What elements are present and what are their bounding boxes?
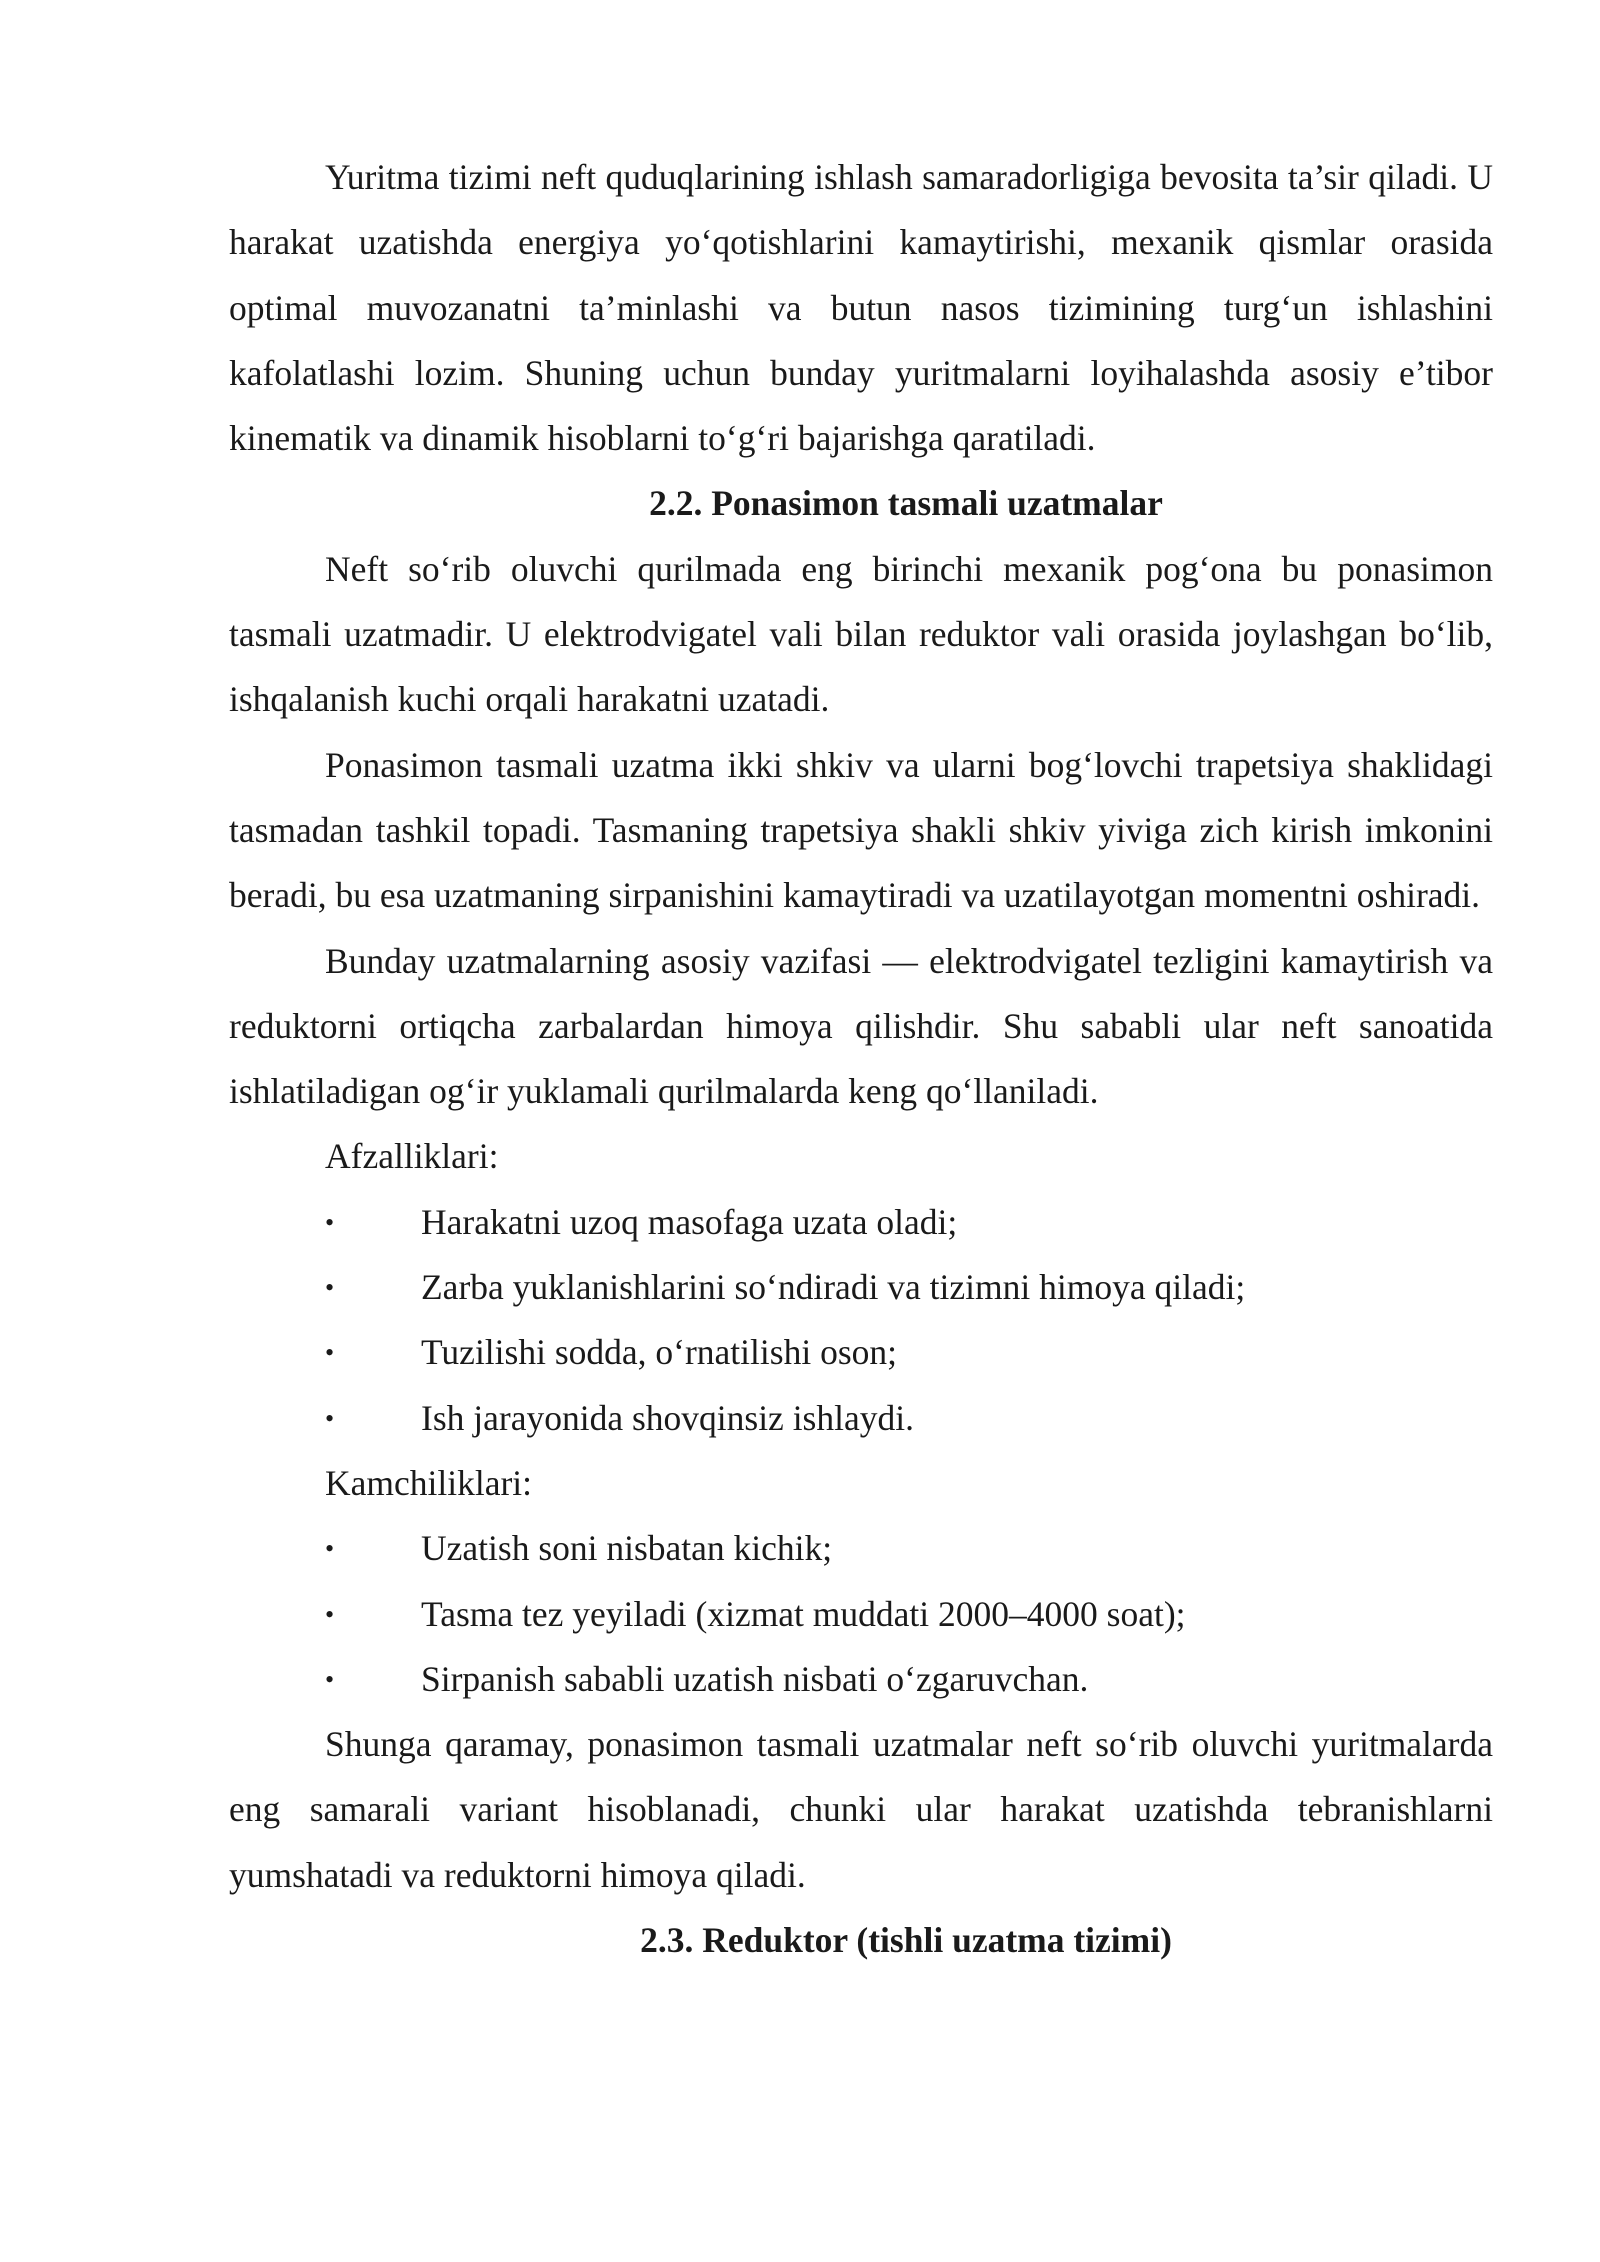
advantages-list <box>229 1190 1493 1451</box>
bullet-icon: • <box>325 1534 335 1564</box>
disadvantages-label: Kamchiliklari: <box>325 1462 533 1503</box>
advantages-label: Afzalliklari: <box>325 1136 499 1177</box>
disadvantages-list <box>229 1516 1493 1712</box>
list-item-text: Tuzilishi sodda, o‘rnatilishi oson; <box>421 1332 897 1373</box>
list-item-text: Uzatish soni nisbatan kichik; <box>421 1528 833 1569</box>
list-item <box>229 1386 1493 1451</box>
list-item-text: Zarba yuklanishlarini so‘ndiradi va tizimni himoya qiladi; <box>421 1267 1246 1308</box>
bullet-icon: • <box>325 1403 335 1433</box>
paragraph-belt-drive-intro: Neft so‘rib oluvchi qurilmada eng birinchi mexanik pog‘ona bu ponasimon tasmali uzatmadir. U elektrodvigatel vali bilan reduktor vali orasida joylashgan bo‘lib, ishqalanish kuchi orqali harakatni uzatadi. <box>229 548 1493 720</box>
document-page <box>229 145 1493 1973</box>
list-item <box>229 1320 1493 1385</box>
list-item-text: Harakatni uzoq masofaga uzata oladi; <box>421 1201 958 1242</box>
list-item <box>229 1190 1493 1255</box>
section-heading-2-2: 2.2. Ponasimon tasmali uzatmalar <box>649 483 1163 524</box>
paragraph-conclusion: Shunga qaramay, ponasimon tasmali uzatmalar neft so‘rib oluvchi yuritmalarda eng samarali variant hisoblanadi, chunki ular harakat uzatishda tebranishlarni yumshatadi va reduktorni himoya qiladi. <box>229 1724 1493 1895</box>
bullet-icon: • <box>325 1664 335 1694</box>
list-item <box>229 1582 1493 1647</box>
list-item-text: Sirpanish sababli uzatish nisbati o‘zgaruvchan. <box>421 1658 1089 1699</box>
bullet-icon: • <box>325 1599 335 1629</box>
bullet-icon: • <box>325 1207 335 1237</box>
list-item-text: Tasma tez yeyiladi (xizmat muddati 2000–4000 soat); <box>421 1593 1186 1634</box>
section-heading-2-3: 2.3. Reduktor (tishli uzatma tizimi) <box>640 1920 1172 1961</box>
list-item-text: Ish jarayonida shovqinsiz ishlaydi. <box>421 1397 914 1438</box>
list-item <box>229 1255 1493 1320</box>
paragraph-belt-purpose: Bunday uzatmalarning asosiy vazifasi — elektrodvigatel tezligini kamaytirish va reduktorni ortiqcha zarbalardan himoya qilishdir. Shu sababli ular neft sanoatida ishlatiladigan og‘ir yuklamali qurilmalarda keng qo‘llaniladi. <box>229 940 1493 1112</box>
bullet-icon: • <box>325 1273 335 1303</box>
intro-paragraph: Yuritma tizimi neft quduqlarining ishlash samaradorligiga bevosita ta’sir qiladi. U harakat uzatishda energiya yo‘qotishlarini kamaytirishi, mexanik qismlar orasida optimal muvozanatni ta’minlashi va butun nasos tizimining turg‘un ishlashini kafolatlashi lozim. Shuning uchun bunday yuritmalarni loyihalashda asosiy e’tibor kinematik va dinamik hisoblarni to‘g‘ri bajarishga qaratiladi. <box>229 157 1493 459</box>
list-item <box>229 1647 1493 1712</box>
paragraph-belt-structure: Ponasimon tasmali uzatma ikki shkiv va ularni bog‘lovchi trapetsiya shaklidagi tasmadan tashkil topadi. Tasmaning trapetsiya shakli shkiv yiviga zich kirish imkonini beradi, bu esa uzatmaning sirpanishini kamaytiradi va uzatilayotgan momentni oshiradi. <box>229 744 1493 916</box>
list-item <box>229 1516 1493 1581</box>
bullet-icon: • <box>325 1338 335 1368</box>
